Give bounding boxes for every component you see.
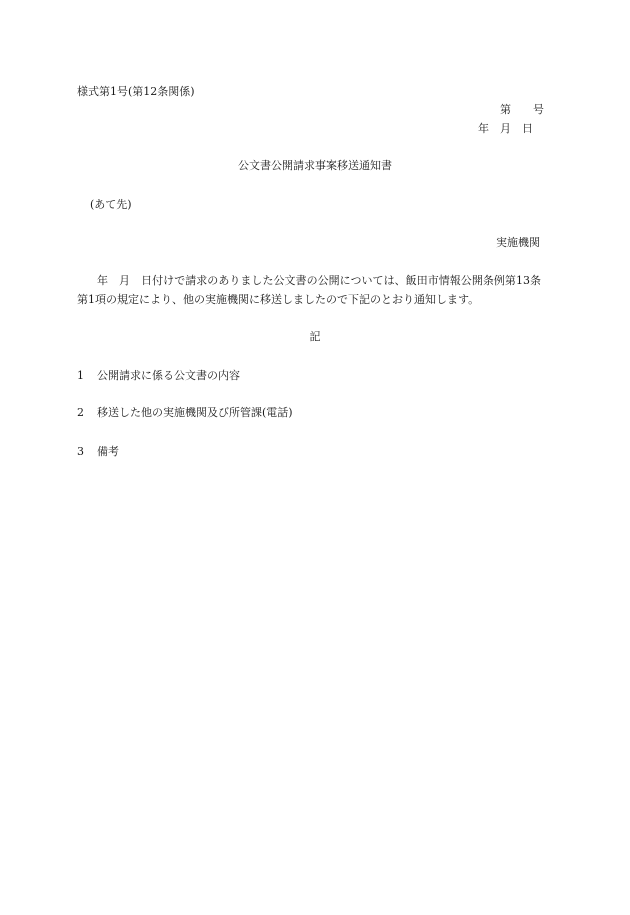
ki-heading: 記	[309, 330, 321, 343]
form-label: 様式第1号(第12条関係)	[77, 85, 195, 98]
date-month: 月	[500, 122, 511, 135]
document-number-line	[500, 102, 544, 117]
list-item	[77, 368, 240, 383]
number-suffix: 号	[533, 103, 544, 116]
date-day: 日	[522, 122, 533, 135]
item-number: 2	[77, 406, 84, 419]
item-number: 3	[77, 445, 84, 458]
document-title: 公文書公開請求事案移送通知書	[238, 159, 392, 172]
date-line	[478, 121, 540, 136]
notice-body: 年 月 日付けで請求のありました公文書の公開については、飯田市情報公開条例第13条第1項の規定により、他の実施機関に移送しましたので下記のとおり通知します。	[77, 274, 541, 306]
list-item	[77, 405, 293, 420]
number-prefix: 第	[500, 103, 511, 116]
addressee: (あて先)	[90, 198, 132, 211]
sender-agency: 実施機関	[496, 236, 540, 249]
date-year: 年	[478, 122, 489, 135]
item-number: 1	[77, 369, 84, 382]
item-text: 公開請求に係る公文書の内容	[97, 369, 240, 382]
list-item	[77, 444, 119, 459]
item-text: 備考	[97, 445, 119, 458]
item-text: 移送した他の実施機関及び所管課(電話)	[97, 406, 293, 419]
